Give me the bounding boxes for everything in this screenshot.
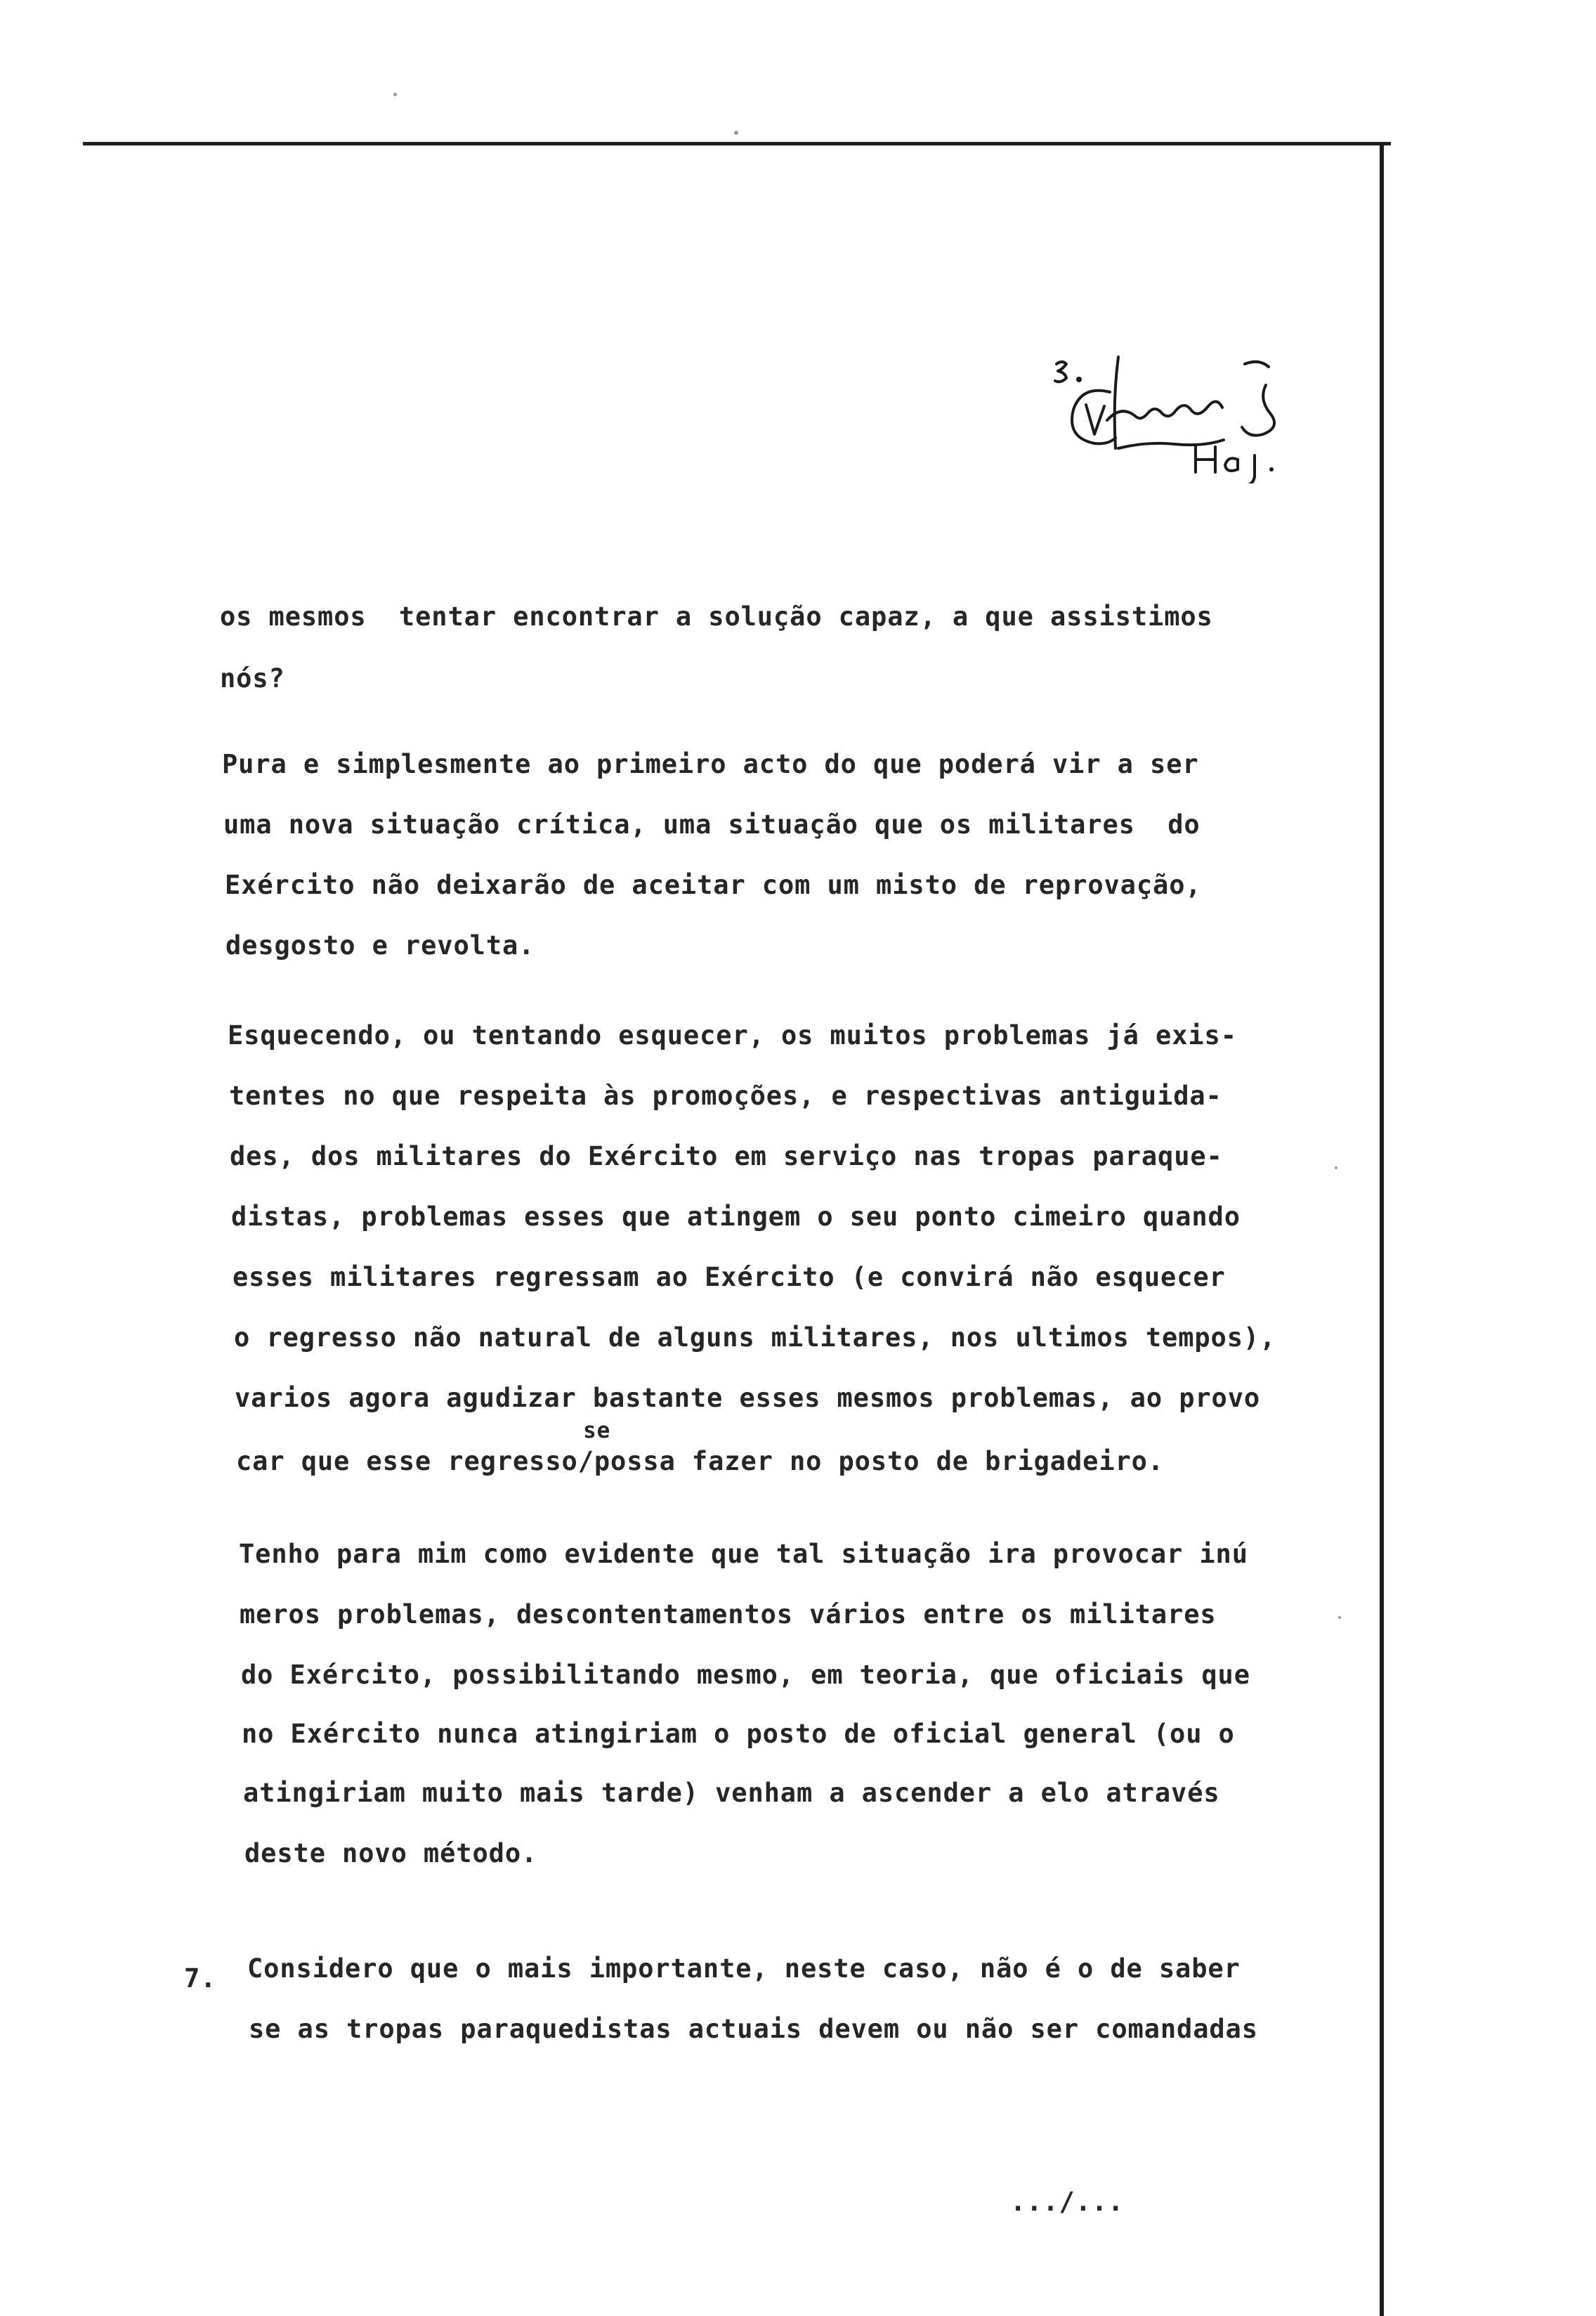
paragraph-3-line-6: o regresso não natural de alguns militares, nos ultimos tempos),: [234, 1322, 1276, 1353]
paragraph-4-line-2: meros problemas, descontentamentos vários entre os militares: [240, 1599, 1217, 1629]
paragraph-3-line-2: tentes no que respeita às promoções, e respectivas antiguida-: [229, 1081, 1222, 1111]
paragraph-1-line-1: os mesmos tentar encontrar a solução capaz, a que assistimos: [220, 601, 1213, 632]
item-7-line-1: Considero que o mais importante, neste caso, não é o de saber: [247, 1953, 1241, 1984]
paragraph-4-line-3: do Exército, possibilitando mesmo, em teoria, que oficiais que: [241, 1660, 1250, 1690]
scan-speck: [734, 131, 738, 135]
paragraph-2-line-3: Exército não deixarão de aceitar com um misto de reprovação,: [225, 870, 1202, 900]
item-7-number: 7.: [184, 1963, 217, 1993]
right-margin-rule: [1380, 144, 1384, 2316]
signature-drawing: [1040, 343, 1307, 483]
handwritten-signature: [1040, 343, 1307, 483]
item-7-line-2: se as tropas paraquedistas actuais devem ou não ser comandadas: [249, 2014, 1258, 2044]
paragraph-4-line-5: atingiriam muito mais tarde) venham a ascender a elo através: [243, 1778, 1220, 1808]
continuation-mark: .../...: [1010, 2187, 1125, 2217]
scan-speck: [1335, 1166, 1337, 1169]
paragraph-1-line-2: nós?: [220, 663, 285, 694]
paragraph-4-line-4: no Exército nunca atingiriam o posto de oficial general (ou o: [242, 1719, 1235, 1749]
scan-speck: [1338, 1616, 1341, 1619]
interlinear-insert: se: [583, 1418, 611, 1443]
paragraph-3-line-3: des, dos militares do Exército em serviço nas tropas paraque-: [230, 1141, 1223, 1171]
paragraph-3-line-1: Esquecendo, ou tentando esquecer, os muitos problemas já exis-: [228, 1020, 1237, 1050]
paragraph-2-line-1: Pura e simplesmente ao primeiro acto do que poderá vir a ser: [222, 749, 1199, 779]
paragraph-3-line-5: esses militares regressam ao Exército (e convirá não esquecer: [233, 1262, 1226, 1292]
paragraph-3-line-8: car que esse regresso/possa fazer no posto de brigadeiro.: [236, 1446, 1165, 1476]
paragraph-3-line-7: varios agora agudizar bastante esses mesmos problemas, ao provo: [235, 1383, 1261, 1413]
paragraph-4-line-6: deste novo método.: [244, 1838, 538, 1868]
paragraph-3-line-4: distas, problemas esses que atingem o seu ponto cimeiro quando: [231, 1202, 1241, 1232]
paragraph-2-line-4: desgosto e revolta.: [225, 930, 535, 961]
paragraph-2-line-2: uma nova situação crítica, uma situação que os militares do: [223, 809, 1201, 840]
paragraph-4-line-1: Tenho para mim como evidente que tal situação ira provocar inú: [239, 1539, 1248, 1569]
top-rule: [83, 142, 1391, 145]
scan-speck: [393, 93, 397, 96]
